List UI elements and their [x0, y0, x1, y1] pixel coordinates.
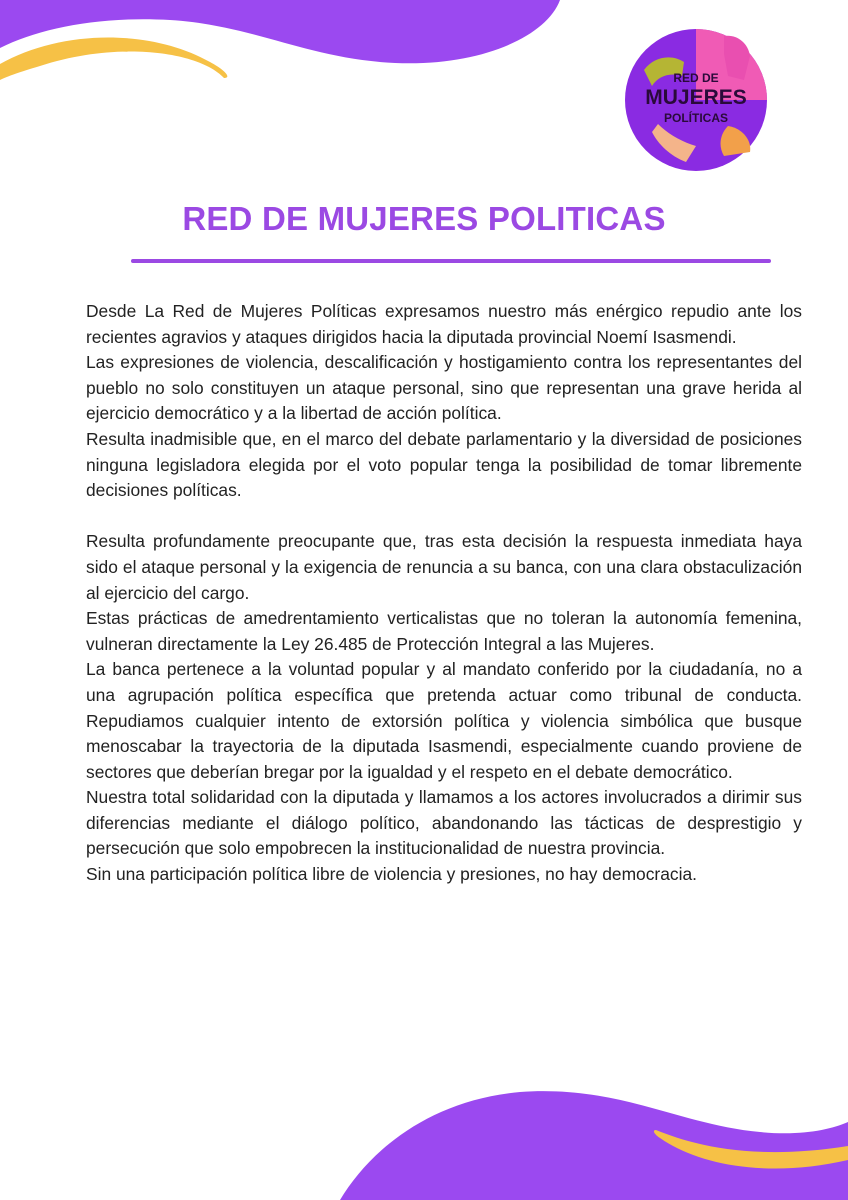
paragraph-3: Resulta inadmisible que, en el marco del debate parlamentario y la diversidad de posiciones ninguna legisladora elegida por el voto popular tenga la posibilidad de tomar libremente decisiones políticas. — [86, 428, 802, 501]
logo-text-line1: RED DE — [673, 71, 719, 85]
title-divider — [131, 259, 771, 263]
logo-text-line3: POLÍTICAS — [663, 111, 729, 125]
paragraph-7: Nuestra total solidaridad con la diputada y llamamos a los actores involucrados a dirimir sus diferencias mediante el diálogo político, abandonando las tácticas de desprestigio y persecución que solo empobrecen la institucionalidad de nuestra provincia. — [86, 787, 802, 859]
hands-circle-logo-icon — [624, 28, 768, 172]
paragraph-2: Las expresiones de violencia, descalificación y hostigamiento contra los representantes del pueblo no solo constituyen un ataque personal, sino que representan una grave herida al ejercicio democrático y a la libertad de acción política. — [86, 352, 802, 424]
bottom-purple-wave — [340, 1091, 848, 1200]
paragraph-8: Sin una participación política libre de violencia y presiones, no hay democracia. — [86, 864, 697, 885]
paragraph-6: La banca pertenece a la voluntad popular y al mandato conferido por la ciudadanía, no a una agrupación política específica que pretenda actuar como tribunal de conducta. Repudiamos cualquier intento de extorsión política y violencia simbólica que busque menoscabar la trayectoria de la diputada Isasmendi, especialmente cuando proviene de sectores que deberían bregar por la igualdad y el respeto en el debate democrático. — [86, 659, 802, 782]
top-yellow-stroke — [0, 37, 227, 80]
logo-text-line2: MUJERES — [645, 86, 747, 109]
document-body — [86, 299, 802, 888]
paragraph-4: Resulta profundamente preocupante que, tras esta decisión la respuesta inmediata haya sido el ataque personal y la exigencia de renuncia a su banca, con una clara obstaculización al ejercicio del cargo. — [86, 531, 802, 603]
paragraph-1: Desde La Red de Mujeres Políticas expresamos nuestro más enérgico repudio ante los recientes agravios y ataques dirigidos hacia la diputada provincial Noemí Isasmendi. — [86, 301, 802, 347]
paragraph-5: Estas prácticas de amedrentamiento verticalistas que no toleran la autonomía femenina, vulneran directamente la Ley 26.485 de Protección Integral a las Mujeres. — [86, 608, 802, 654]
document-title: RED DE MUJERES POLITICAS — [182, 200, 666, 237]
